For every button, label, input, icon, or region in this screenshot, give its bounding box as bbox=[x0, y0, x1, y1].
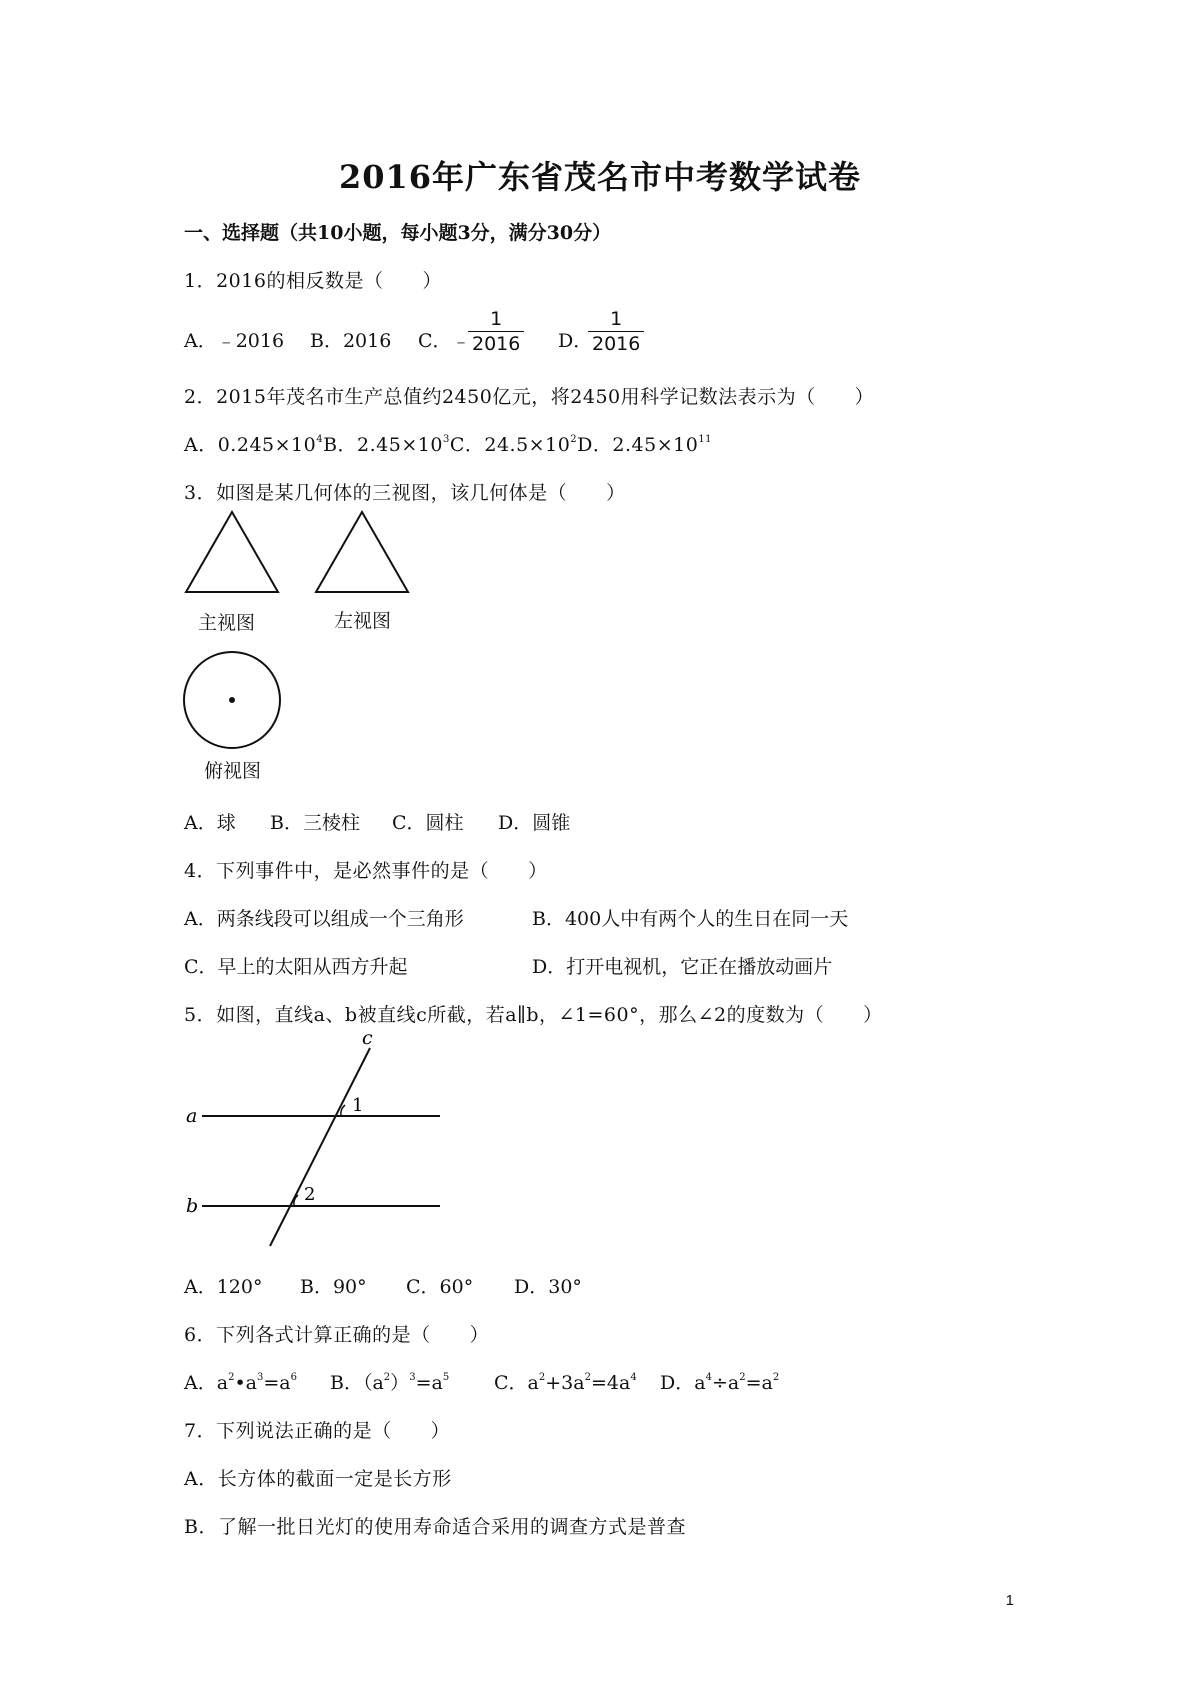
circle-center-dot bbox=[229, 697, 235, 703]
q3-option-d: D．圆锥 bbox=[498, 812, 571, 834]
q2-option-a: A．$0.245\times 10^4$ bbox=[184, 434, 324, 456]
q1-stem: 1．2016的相反数是（ ） bbox=[184, 270, 442, 292]
label-c: c bbox=[362, 1034, 373, 1049]
angle-1-label: 1 bbox=[352, 1095, 364, 1116]
top-view-label: 俯视图 bbox=[204, 760, 262, 782]
three-views-triangles-figure bbox=[180, 508, 420, 608]
q4-stem: 4．下列事件中，是必然事件的是（ ） bbox=[184, 860, 548, 882]
q6-stem: 6．下列各式计算正确的是（ ） bbox=[184, 1324, 490, 1346]
q7-option-a: A．长方体的截面一定是长方形 bbox=[184, 1468, 452, 1490]
q1-option-d-fraction bbox=[588, 308, 644, 355]
q5-option-a: A．120° bbox=[184, 1276, 263, 1298]
fraction-bar bbox=[588, 331, 644, 332]
q2-options bbox=[184, 430, 712, 457]
q1-option-d: D． bbox=[558, 330, 593, 352]
q5-option-b: B．90° bbox=[300, 1276, 367, 1298]
parallel-lines-figure bbox=[180, 1034, 450, 1254]
fraction-bar bbox=[468, 331, 524, 332]
q4-option-c: C．早上的太阳从西方升起 bbox=[184, 956, 408, 978]
left-view-triangle bbox=[316, 512, 408, 592]
q1-option-c-fraction bbox=[468, 308, 524, 355]
q3-stem: 3．如图是某几何体的三视图，该几何体是（ ） bbox=[184, 482, 626, 504]
q2-option-b: B．$2.45\times 10^3$ bbox=[323, 434, 450, 456]
section-header: 一、选择题（共10小题，每小题3分，满分30分） bbox=[184, 222, 612, 244]
q5-option-c: C．60° bbox=[406, 1276, 474, 1298]
q5-stem: 5．如图，直线a、b被直线c所截，若a∥b，∠1=60°，那么∠2的度数为（ ） bbox=[184, 1004, 883, 1026]
fraction-numerator: 1 bbox=[490, 308, 503, 330]
q2-option-c: C．$24.5\times 10^2$ bbox=[449, 434, 578, 456]
fraction-numerator: 1 bbox=[610, 308, 623, 330]
q3-option-b: B．三棱柱 bbox=[270, 812, 360, 834]
q7-stem: 7．下列说法正确的是（ ） bbox=[184, 1420, 451, 1442]
page-number: 1 bbox=[1005, 1592, 1014, 1609]
q2-option-d: D．$2.45\times 10^{11}$ bbox=[577, 434, 713, 456]
q1-option-c: C．﹣ bbox=[418, 330, 471, 352]
q4-option-d: D．打开电视机，它正在播放动画片 bbox=[532, 956, 833, 978]
front-view-triangle bbox=[186, 512, 278, 592]
q5-option-d: D．30° bbox=[514, 1276, 582, 1298]
q6-option-b: B．$(a^2)^3=a^5$ bbox=[330, 1372, 450, 1394]
q6-option-d: D．$a^4\div a^2=a^2$ bbox=[660, 1372, 780, 1394]
q2-stem: 2．2015年茂名市生产总值约2450亿元，将2450用科学记数法表示为（ ） bbox=[184, 386, 875, 408]
angle-2-label: 2 bbox=[304, 1184, 316, 1205]
q1-option-a: A．﹣2016 bbox=[184, 330, 285, 352]
fraction-denominator: 2016 bbox=[592, 333, 641, 355]
q6-option-a: A．$a^2•a^3=a^6$ bbox=[184, 1372, 297, 1394]
q3-option-a: A．球 bbox=[184, 812, 236, 834]
left-view-label: 左视图 bbox=[334, 610, 392, 632]
front-view-label: 主视图 bbox=[198, 612, 256, 634]
fraction-denominator: 2016 bbox=[472, 333, 521, 355]
q3-option-c: C．圆柱 bbox=[392, 812, 464, 834]
label-a: a bbox=[186, 1105, 198, 1127]
q4-option-b: B．400人中有两个人的生日在同一天 bbox=[532, 908, 849, 930]
q4-option-a: A．两条线段可以组成一个三角形 bbox=[184, 908, 464, 930]
top-view-circle-figure bbox=[180, 650, 290, 760]
q6-option-c: C．$a^2+3a^2=4a^4$ bbox=[494, 1372, 637, 1394]
q1-option-b: B．2016 bbox=[310, 330, 392, 352]
label-b: b bbox=[186, 1195, 199, 1217]
page-title: 2016年广东省茂名市中考数学试卷 bbox=[338, 158, 862, 196]
q7-option-b: B．了解一批日光灯的使用寿命适合采用的调查方式是普查 bbox=[184, 1516, 686, 1538]
line-c bbox=[270, 1048, 370, 1246]
